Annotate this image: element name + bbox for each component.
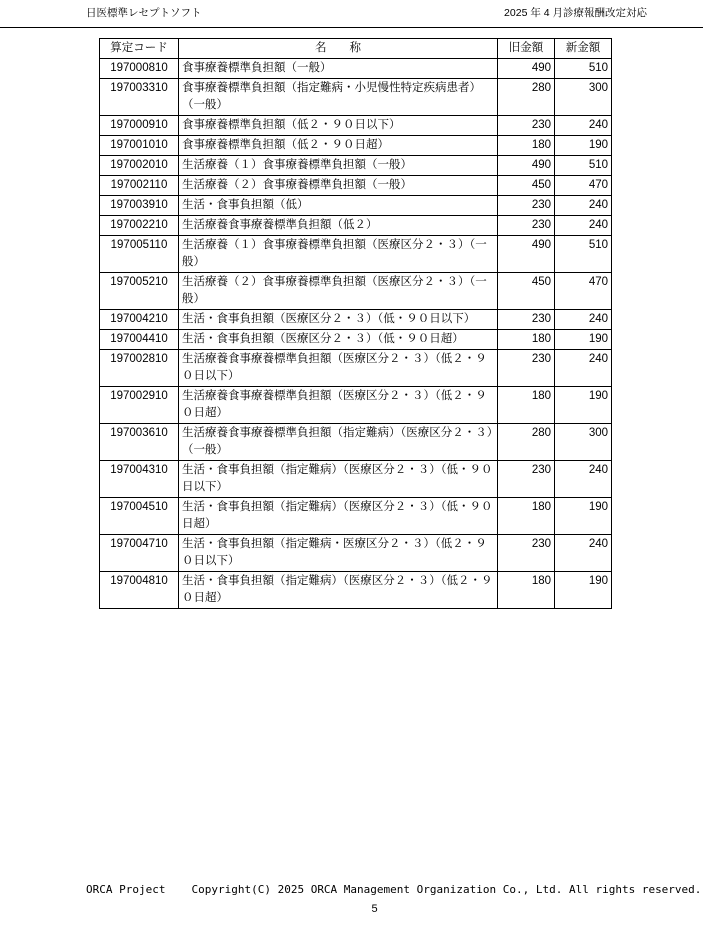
cell-code: 197004510 bbox=[100, 498, 179, 535]
document-footer bbox=[0, 883, 703, 915]
cell-name: 食事療養標準負担額（指定難病・小児慢性特定疾病患者）（一般） bbox=[179, 79, 498, 116]
cell-code: 197004410 bbox=[100, 330, 179, 350]
table-row bbox=[100, 424, 612, 461]
table-row bbox=[100, 136, 612, 156]
cell-code: 197005110 bbox=[100, 236, 179, 273]
table-row bbox=[100, 216, 612, 236]
cell-new-amount: 510 bbox=[555, 59, 612, 79]
cell-old-amount: 180 bbox=[498, 387, 555, 424]
table-row bbox=[100, 387, 612, 424]
table-row bbox=[100, 572, 612, 609]
cell-new-amount: 240 bbox=[555, 350, 612, 387]
cell-code: 197004310 bbox=[100, 461, 179, 498]
price-table-container bbox=[99, 38, 611, 609]
cell-code: 197003610 bbox=[100, 424, 179, 461]
cell-code: 197003910 bbox=[100, 196, 179, 216]
cell-code: 197002810 bbox=[100, 350, 179, 387]
table-row bbox=[100, 176, 612, 196]
cell-name: 食事療養標準負担額（一般） bbox=[179, 59, 498, 79]
cell-new-amount: 510 bbox=[555, 236, 612, 273]
cell-name: 食事療養標準負担額（低２・９０日超） bbox=[179, 136, 498, 156]
cell-name: 生活・食事負担額（指定難病）（医療区分２・３）（低・９０日以下） bbox=[179, 461, 498, 498]
cell-name: 生活・食事負担額（低） bbox=[179, 196, 498, 216]
cell-old-amount: 230 bbox=[498, 196, 555, 216]
column-header-name: 名 称 bbox=[179, 39, 498, 59]
cell-new-amount: 240 bbox=[555, 116, 612, 136]
document-header bbox=[0, 6, 703, 28]
cell-new-amount: 300 bbox=[555, 424, 612, 461]
cell-old-amount: 490 bbox=[498, 59, 555, 79]
price-table bbox=[99, 38, 612, 609]
cell-name: 生活療養食事療養標準負担額（医療区分２・３）（低２・９０日以下） bbox=[179, 350, 498, 387]
cell-old-amount: 230 bbox=[498, 216, 555, 236]
table-row bbox=[100, 350, 612, 387]
page-number: 5 bbox=[371, 903, 378, 915]
cell-old-amount: 280 bbox=[498, 79, 555, 116]
cell-new-amount: 190 bbox=[555, 387, 612, 424]
cell-old-amount: 180 bbox=[498, 572, 555, 609]
cell-code: 197002110 bbox=[100, 176, 179, 196]
cell-new-amount: 470 bbox=[555, 176, 612, 196]
cell-old-amount: 450 bbox=[498, 176, 555, 196]
table-row bbox=[100, 535, 612, 572]
cell-name: 生活療養食事療養標準負担額（医療区分２・３）（低２・９０日超） bbox=[179, 387, 498, 424]
table-body bbox=[100, 59, 612, 609]
cell-old-amount: 180 bbox=[498, 330, 555, 350]
table-row bbox=[100, 59, 612, 79]
column-header-code: 算定コード bbox=[100, 39, 179, 59]
cell-old-amount: 450 bbox=[498, 273, 555, 310]
column-header-old-amount: 旧金額 bbox=[498, 39, 555, 59]
cell-name: 生活療養食事療養標準負担額（低２） bbox=[179, 216, 498, 236]
cell-old-amount: 230 bbox=[498, 350, 555, 387]
header-product-title: 日医標準レセプトソフト bbox=[86, 7, 202, 19]
cell-new-amount: 190 bbox=[555, 498, 612, 535]
cell-new-amount: 240 bbox=[555, 216, 612, 236]
table-row bbox=[100, 498, 612, 535]
cell-code: 197005210 bbox=[100, 273, 179, 310]
cell-old-amount: 230 bbox=[498, 461, 555, 498]
cell-name: 生活・食事負担額（医療区分２・３）（低・９０日超） bbox=[179, 330, 498, 350]
cell-code: 197001010 bbox=[100, 136, 179, 156]
table-row bbox=[100, 461, 612, 498]
table-row bbox=[100, 156, 612, 176]
table-row bbox=[100, 79, 612, 116]
cell-code: 197003310 bbox=[100, 79, 179, 116]
cell-code: 197004710 bbox=[100, 535, 179, 572]
cell-old-amount: 230 bbox=[498, 116, 555, 136]
cell-name: 生活療養（１）食事療養標準負担額（一般） bbox=[179, 156, 498, 176]
cell-new-amount: 240 bbox=[555, 461, 612, 498]
footer-project-name: ORCA Project bbox=[86, 883, 166, 896]
table-header-row bbox=[100, 39, 612, 59]
cell-name: 生活療養食事療養標準負担額（指定難病）（医療区分２・３）（一般） bbox=[179, 424, 498, 461]
cell-new-amount: 240 bbox=[555, 310, 612, 330]
cell-old-amount: 490 bbox=[498, 156, 555, 176]
table-row bbox=[100, 196, 612, 216]
cell-old-amount: 230 bbox=[498, 310, 555, 330]
cell-code: 197000810 bbox=[100, 59, 179, 79]
cell-name: 生活・食事負担額（指定難病・医療区分２・３）（低２・９０日以下） bbox=[179, 535, 498, 572]
cell-code: 197002210 bbox=[100, 216, 179, 236]
cell-name: 生活・食事負担額（指定難病）（医療区分２・３）（低・９０日超） bbox=[179, 498, 498, 535]
cell-new-amount: 240 bbox=[555, 535, 612, 572]
cell-old-amount: 230 bbox=[498, 535, 555, 572]
table-row bbox=[100, 236, 612, 273]
cell-old-amount: 280 bbox=[498, 424, 555, 461]
cell-old-amount: 180 bbox=[498, 498, 555, 535]
cell-new-amount: 190 bbox=[555, 136, 612, 156]
cell-old-amount: 180 bbox=[498, 136, 555, 156]
cell-new-amount: 510 bbox=[555, 156, 612, 176]
cell-name: 生活療養（１）食事療養標準負担額（医療区分２・３）（一般） bbox=[179, 236, 498, 273]
cell-name: 生活・食事負担額（医療区分２・３）（低・９０日以下） bbox=[179, 310, 498, 330]
footer-copyright: Copyright(C) 2025 ORCA Management Organization Co., Ltd. All rights reserved. bbox=[191, 883, 702, 896]
cell-new-amount: 240 bbox=[555, 196, 612, 216]
cell-new-amount: 470 bbox=[555, 273, 612, 310]
table-row bbox=[100, 273, 612, 310]
cell-code: 197002910 bbox=[100, 387, 179, 424]
cell-new-amount: 190 bbox=[555, 330, 612, 350]
column-header-new-amount: 新金額 bbox=[555, 39, 612, 59]
footer-line bbox=[86, 883, 702, 896]
cell-code: 197004210 bbox=[100, 310, 179, 330]
cell-name: 食事療養標準負担額（低２・９０日以下） bbox=[179, 116, 498, 136]
table-row bbox=[100, 310, 612, 330]
cell-name: 生活・食事負担額（指定難病）（医療区分２・３）（低２・９０日超） bbox=[179, 572, 498, 609]
table-row bbox=[100, 330, 612, 350]
table-row bbox=[100, 116, 612, 136]
cell-code: 197002010 bbox=[100, 156, 179, 176]
cell-new-amount: 300 bbox=[555, 79, 612, 116]
cell-code: 197004810 bbox=[100, 572, 179, 609]
cell-old-amount: 490 bbox=[498, 236, 555, 273]
cell-new-amount: 190 bbox=[555, 572, 612, 609]
table-header bbox=[100, 39, 612, 59]
cell-name: 生活療養（２）食事療養標準負担額（一般） bbox=[179, 176, 498, 196]
cell-name: 生活療養（２）食事療養標準負担額（医療区分２・３）（一般） bbox=[179, 273, 498, 310]
cell-code: 197000910 bbox=[100, 116, 179, 136]
header-revision-note: 2025 年 4 月診療報酬改定対応 bbox=[504, 7, 647, 19]
